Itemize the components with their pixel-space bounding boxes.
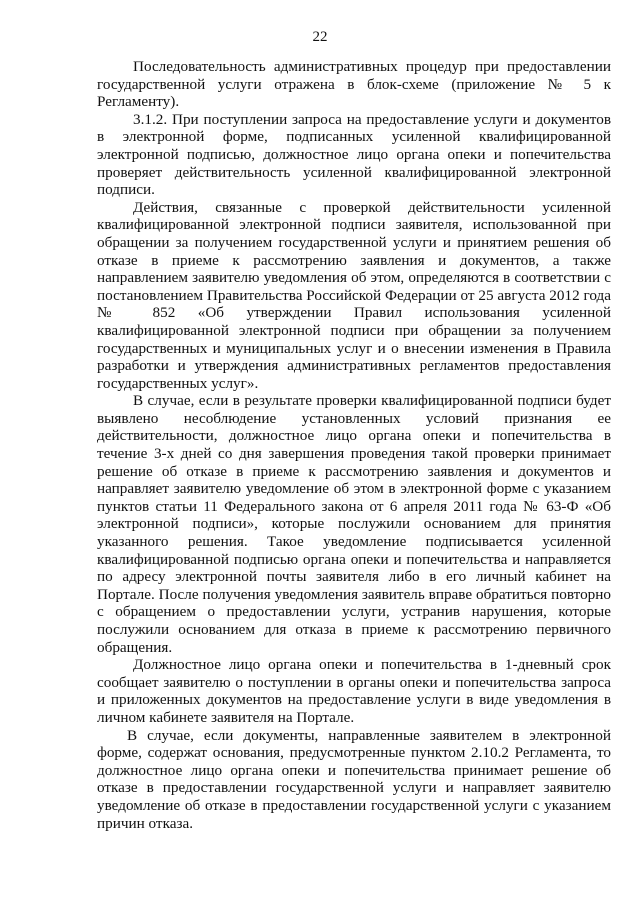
page-number: 22 <box>312 29 328 45</box>
paragraph-signature-check: Действия, связанные с проверкой действительности усиленной квалифицированной электронной подписи заявителя, использованной при обращении за получением государственной услуги и принятием решения об отказе в приеме к рассмотрению заявления и документов, а также направлением заявителю уведомления об этом, определяются в соответствии с постановлением Правительства Российской Федерации от 25 августа 2012 года № 852 «Об утверждении Правил использования усиленной квалифицированной электронной подписи при обращении за получением государственных и муниципальных услуг и о внесении изменения в Правила разработки и утверждения административных регламентов предоставления государственных услуг». <box>97 198 611 392</box>
document-body <box>97 58 611 832</box>
paragraph-3-1-2: 3.1.2. При поступлении запроса на предоставление услуги и документов в электронной форме, подписанных усиленной квалифицированной электронной подписью, должностное лицо органа опеки и попечительства проверяет действительность усиленной квалифицированной электронной подписи. <box>97 110 611 199</box>
paragraph-refusal: В случае, если документы, направленные заявителем в электронной форме, содержат основания, предусмотренные пунктом 2.10.2 Регламента, то должностное лицо органа опеки и попечительства принимает решение об отказе в предоставлении государственной услуги и направляет заявителю уведомление об отказе в предоставлении государственной услуги с указанием причин отказа. <box>97 726 611 832</box>
paragraph-notification: Должностное лицо органа опеки и попечительства в 1-дневный срок сообщает заявителю о поступлении в органы опеки и попечительства запроса и приложенных документов на предоставление услуги в виде уведомления в личном кабинете заявителя на Портале. <box>97 656 611 726</box>
paragraph-invalid-signature: В случае, если в результате проверки квалифицированной подписи будет выявлено несоблюдение установленных условий признания ее действительности, должностное лицо органа опеки и попечительства в течение 3-х дней со дня завершения проведения такой проверки принимает решение об отказе в приеме к рассмотрению заявления и документов и направляет заявителю уведомление об этом в электронной форме с указанием пунктов статьи 11 Федерального закона от 6 апреля 2011 года № 63-Ф «Об электронной подписи», которые послужили основанием для принятия указанного решения. Такое уведомление подписывается усиленной квалифицированной подписью органа опеки и попечительства и направляется по адресу электронной почты заявителя либо в его личный кабинет на Портале. После получения уведомления заявитель вправе обратиться повторно с обращением о предоставлении услуги, устранив нарушения, которые послужили основанием для отказа в приеме к рассмотрению первичного обращения. <box>97 392 611 656</box>
paragraph-sequence: Последовательность административных процедур при предоставлении государственной услуги отражена в блок-схеме (приложение № 5 к Регламенту). <box>97 58 611 111</box>
